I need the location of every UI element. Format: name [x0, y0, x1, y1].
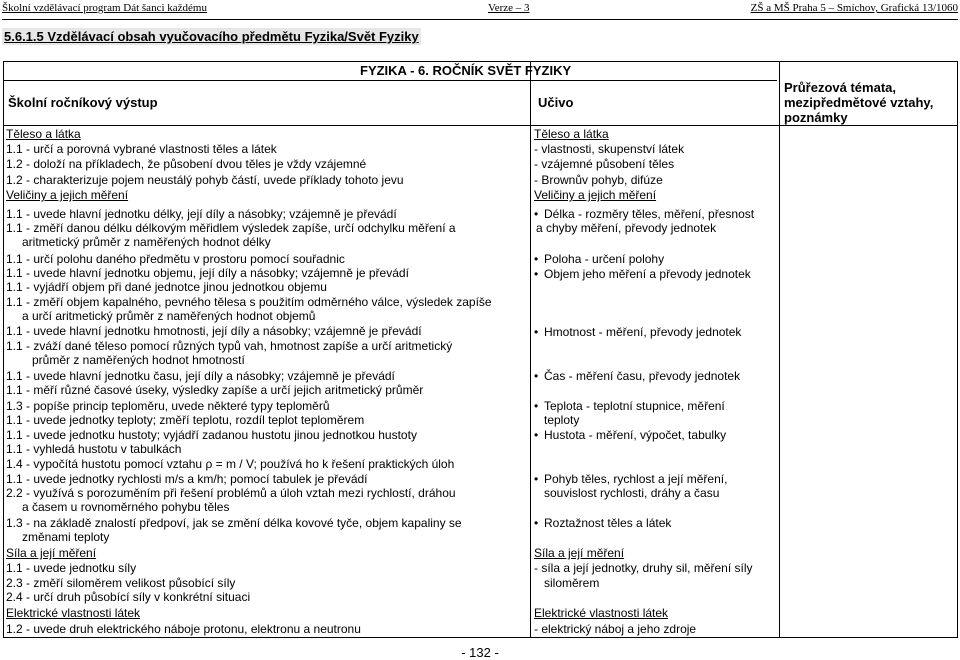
header-school-program: Školní vzdělávací program Dát šanci každému [2, 2, 207, 14]
column-header-curriculum: Učivo [538, 95, 574, 110]
header-version: Verze – 3 [488, 2, 530, 14]
output-line: 1.1 - určí polohu daného předmětu v prostoru pomocí souřadnic [6, 252, 345, 266]
output-line: 2.2 - využívá s porozuměním při řešení problémů a úloh vztah mezi rychlostí, dráhou [6, 486, 456, 500]
column-divider-2 [779, 62, 780, 637]
output-line: 1.1 - vyjádří objem při dané jednotce jinou jednotkou objemu [6, 280, 327, 294]
output-heading: Veličiny a jejich měření [6, 188, 129, 202]
output-line: aritmetický průměr z naměřených hodnot délky [22, 235, 271, 249]
output-line: 1.1 - uvede hlavní jednotku délky, její díly a násobky; vzájemně je převádí [6, 207, 397, 221]
output-line: 1.2 - uvede druh elektrického náboje protonu, elektronu a neutronu [6, 622, 361, 636]
header-divider [2, 19, 958, 20]
output-line: 1.1 - uvede jednotku síly [6, 561, 137, 575]
curriculum-heading: Síla a její měření [534, 546, 625, 560]
output-line: 1.1 - zváží dané těleso pomocí různých typů vah, hmotnost zapíše a určí aritmetický [6, 339, 453, 353]
column-header-outputs: Školní ročníkový výstup [8, 95, 158, 110]
page-number: - 132 - [461, 645, 499, 660]
curriculum-line: - vzájemné působení těles [534, 157, 675, 171]
output-line: a časem u rovnoměrného pohybu těles [22, 500, 230, 514]
curriculum-bullet: • Poloha - určení polohy [544, 252, 664, 266]
curriculum-bullet: • Roztažnost těles a látek [544, 516, 671, 530]
curriculum-bullet: • Objem jeho měření a převody jednotek [544, 267, 751, 281]
curriculum-bullet: • Hmotnost - měření, převody jednotek [544, 325, 741, 339]
output-line: 1.1 - měří různé časové úseky, výsledky zapíše a určí jejich aritmetický průměr [6, 383, 424, 397]
curriculum-line: siloměrem [544, 576, 600, 590]
output-line: 1.2 - charakterizuje pojem neustálý pohyb částí, uvede příklady tohoto jevu [6, 173, 404, 187]
header-row-divider [4, 125, 957, 126]
header-school-address: ZŠ a MŠ Praha 5 – Smíchov, Grafická 13/1060 [750, 2, 958, 14]
output-line: 1.1 - vyhledá hustotu v tabulkách [6, 442, 182, 456]
output-line: 1.1 - změří danou délku délkovým měřidlem výsledek zapíše, určí odchylku měření a [6, 221, 456, 235]
output-line: 1.3 - popíše princip teploměru, uvede některé typy teploměrů [6, 399, 330, 413]
output-heading: Těleso a látka [6, 127, 81, 141]
curriculum-heading: Těleso a látka [534, 127, 609, 141]
curriculum-heading: Veličiny a jejich měření [534, 188, 657, 202]
table-caption: FYZIKA - 6. ROČNÍK SVĚT FYZIKY [360, 63, 572, 78]
curriculum-line: - elektrický náboj a jeho zdroje [534, 622, 697, 636]
output-line: 1.4 - vypočítá hustotu pomocí vztahu ρ = m / V; používá ho k řešení praktických úloh [6, 457, 455, 471]
output-line: 1.1 - změří objem kapalného, pevného tělesa s použitím odměrného válce, výsledek zapíše [6, 295, 492, 309]
output-line: 1.1 - určí a porovná vybrané vlastnosti těles a látek [6, 142, 277, 156]
output-heading: Elektrické vlastnosti látek [6, 606, 141, 620]
output-heading: Síla a její měření [6, 546, 97, 560]
curriculum-bullet: • Pohyb těles, rychlost a její měření, [544, 472, 727, 486]
curriculum-heading: Elektrické vlastnosti látek [534, 606, 669, 620]
output-line: 2.3 - změří siloměrem velikost působící síly [6, 576, 236, 590]
output-line: 2.4 - určí druh působící síly v konkrétní situaci [6, 590, 251, 604]
output-line: a určí aritmetický průměr z naměřených hodnot objemů [22, 309, 316, 323]
output-line: 1.3 - na základě znalostí předpoví, jak se změní délka kovové tyče, objem kapaliny se [6, 516, 462, 530]
output-line: 1.1 - uvede hlavní jednotku hmotnosti, její díly a násobky; vzájemně je převádí [6, 324, 422, 338]
curriculum-line: a chyby měření, převody jednotek [536, 221, 717, 235]
output-line: průměr z naměřených hodnot hmotností [32, 353, 245, 367]
curriculum-bullet: • Délka - rozměry těles, měření, přesnost [544, 207, 754, 221]
column-header-notes: Průřezová témata, mezipředmětové vztahy, poznámky [784, 80, 934, 125]
output-line: 1.2 - doloží na příkladech, že působení dvou těles je vždy vzájemné [6, 157, 367, 171]
output-line: 1.1 - uvede hlavní jednotku času, její díly a násobky; vzájemně je převádí [6, 369, 395, 383]
column-divider-1 [530, 62, 531, 637]
curriculum-line: - vlastnosti, skupenství látek [534, 142, 685, 156]
output-line: změnami teploty [22, 530, 110, 544]
page-header [2, 2, 958, 18]
curriculum-line: souvislost rychlosti, dráhy a času [544, 486, 720, 500]
output-line: 1.1 - uvede hlavní jednotku objemu, její díly a násobky; vzájemně je převádí [6, 266, 409, 280]
curriculum-bullet: • Teplota - teplotní stupnice, měření [544, 399, 725, 413]
curriculum-line: - Brownův pohyb, difúze [534, 173, 663, 187]
output-line: 1.1 - uvede jednotku hustoty; vyjádří zadanou hustotu jinou jednotkou hustoty [6, 428, 417, 442]
curriculum-line: - síla a její jednotky, druhy sil, měření síly [534, 561, 753, 575]
curriculum-line: teploty [544, 413, 580, 427]
curriculum-bullet: • Čas - měření času, převody jednotek [544, 369, 740, 383]
caption-divider [4, 80, 777, 81]
output-line: 1.1 - uvede jednotky teploty; změří teplotu, rozdíl teplot teploměrem [6, 413, 365, 427]
output-line: 1.1 - uvede jednotky rychlosti m/s a km/h; pomocí tabulek je převádí [6, 472, 368, 486]
curriculum-bullet: • Hustota - měření, výpočet, tabulky [544, 428, 726, 442]
section-title: 5.6.1.5 Vzdělávací obsah vyučovacího předmětu Fyzika/Svět Fyziky [4, 29, 419, 44]
